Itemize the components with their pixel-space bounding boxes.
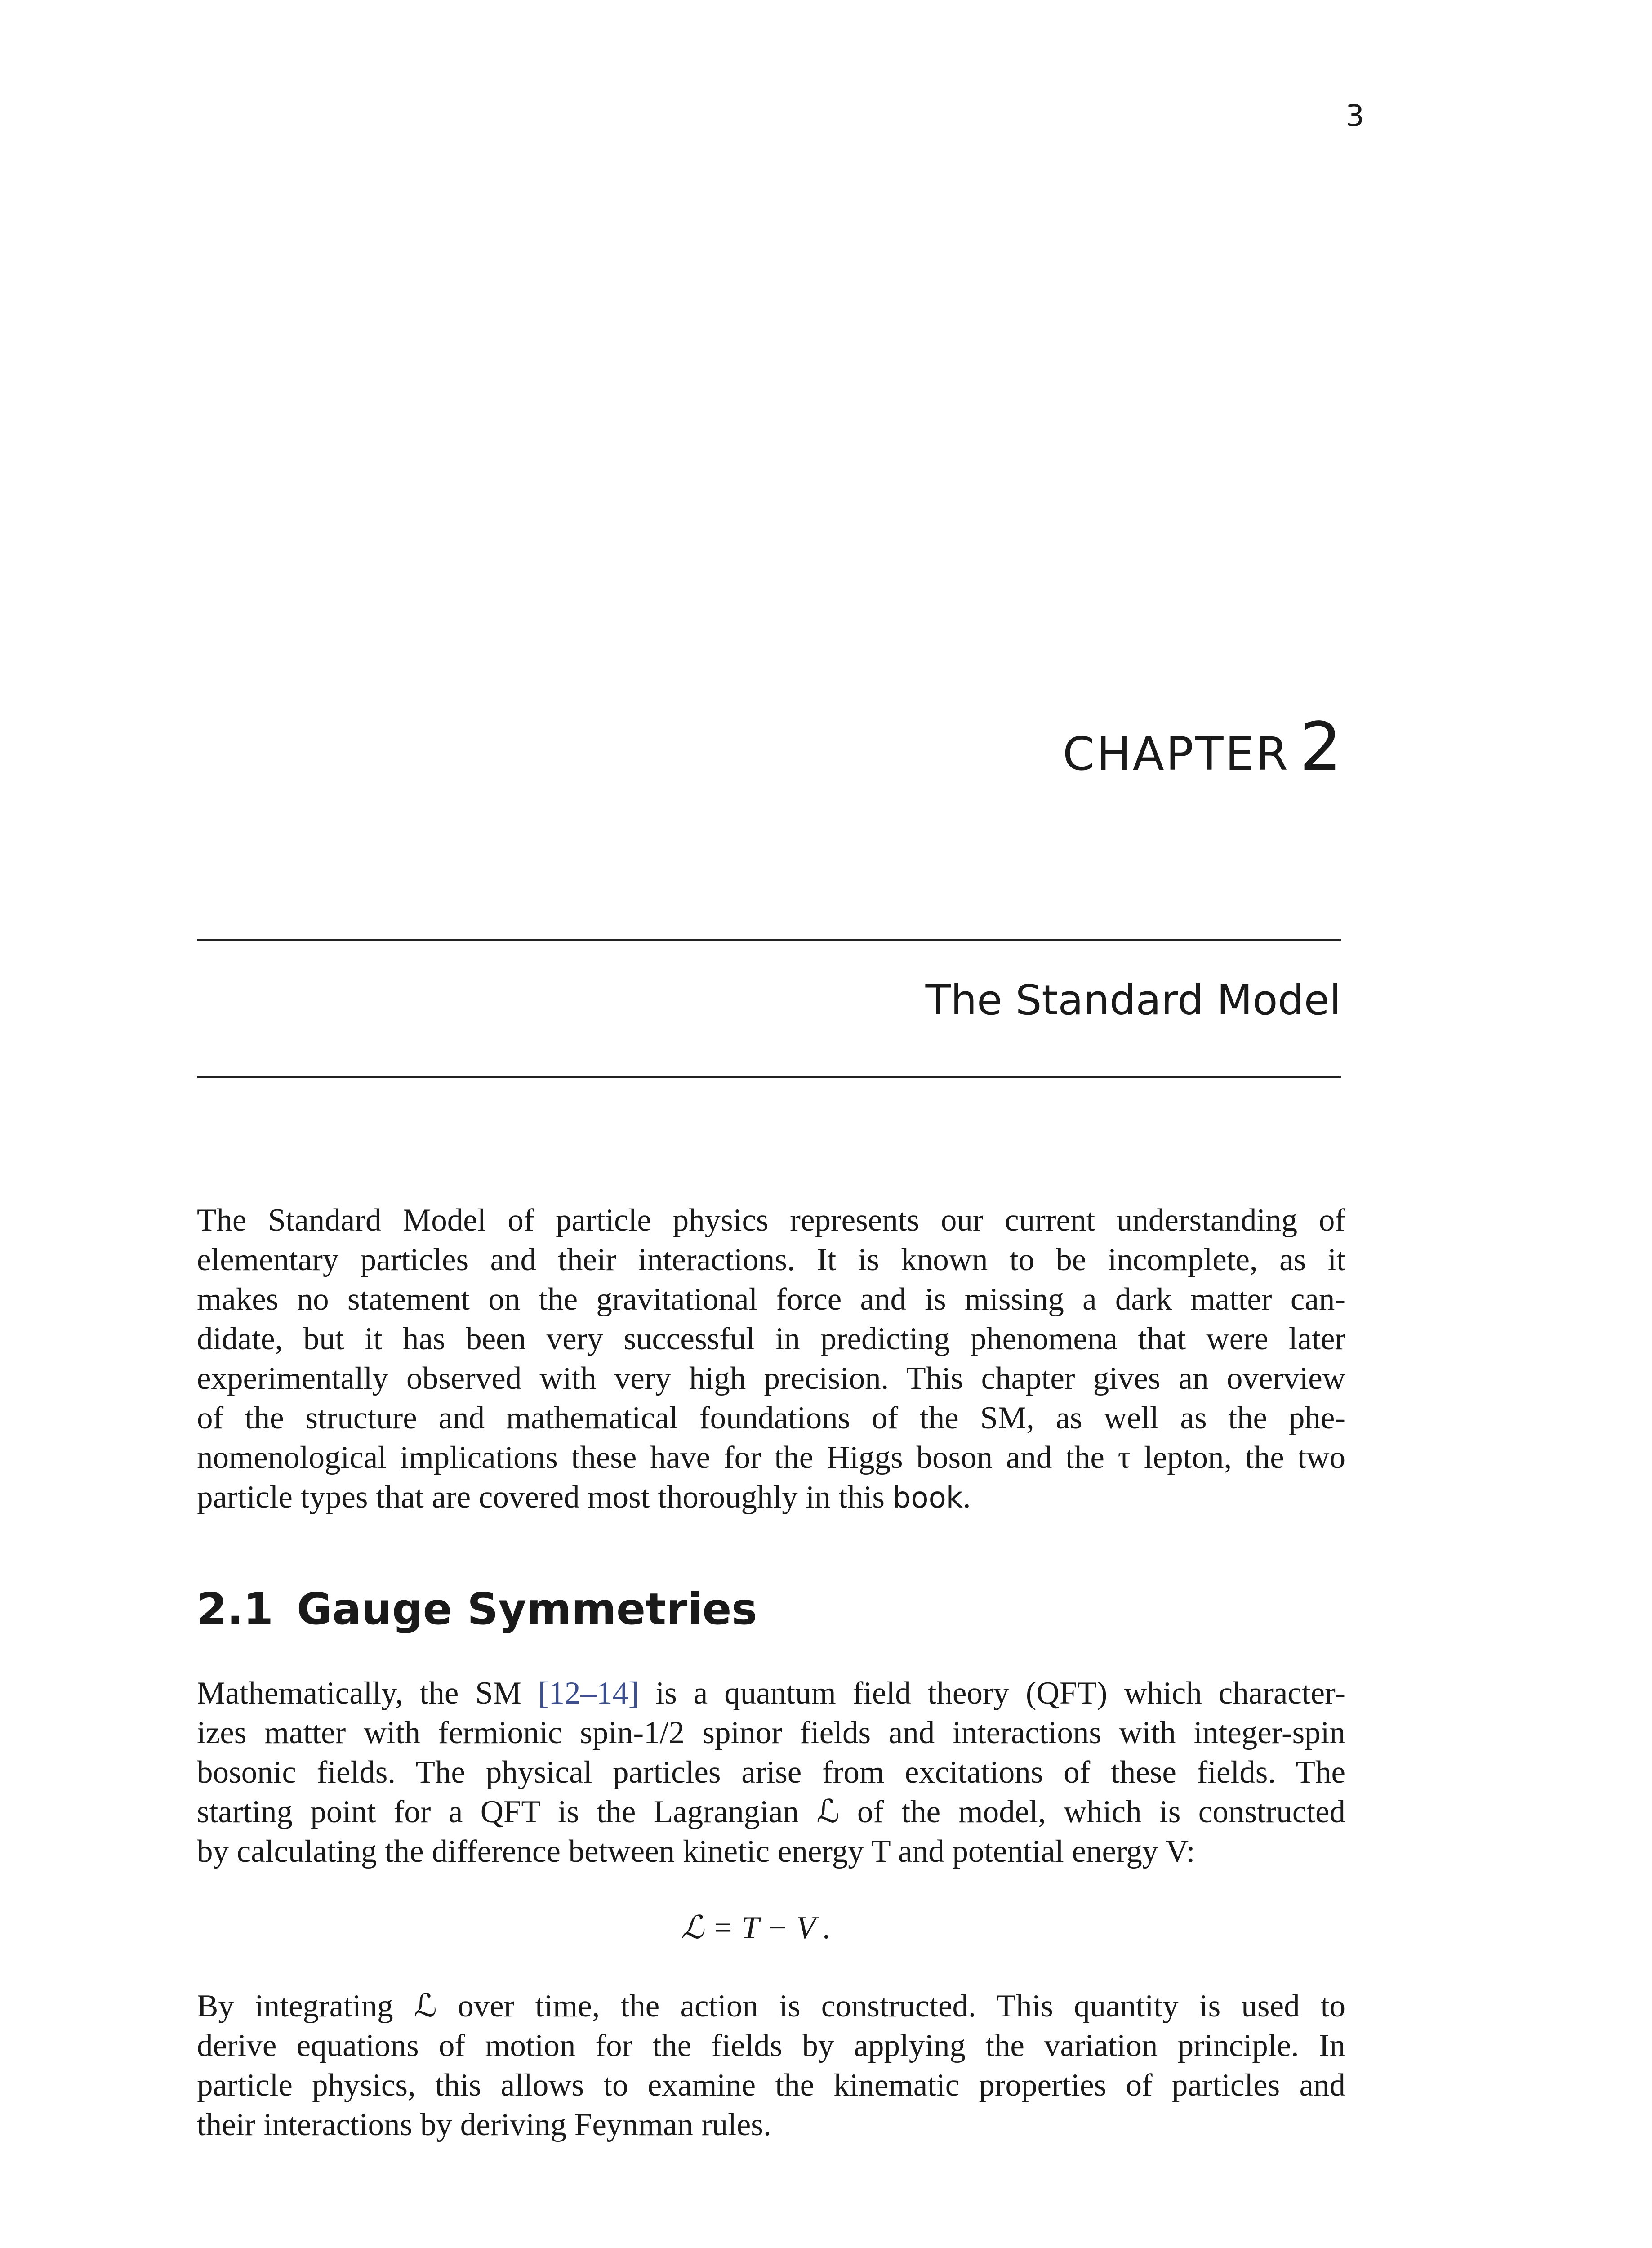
intro-line: of the structure and mathematical foundations of the SM, as well as the phe- [197,1401,1345,1436]
chapter-rule-top [197,939,1341,941]
gauge-p1-line-1 [197,1673,1345,1713]
intro-line: The Standard Model of particle physics represents our current understanding of [197,1203,1345,1238]
chapter-rule-bottom [197,1076,1341,1078]
intro-last-line-end: . [962,1480,971,1515]
intro-line: nomenological implications these have for the Higgs boson and the τ lepton, the two [197,1440,1345,1475]
gauge-p1-line: izes matter with fermionic spin-1/2 spinor fields and interactions with integer-spin [197,1715,1345,1750]
gauge-p1-line: bosonic fields. The physical particles arise from excitations of these fields. The [197,1755,1345,1790]
intro-line: makes no statement on the gravitational force and is missing a dark matter can- [197,1282,1345,1317]
gauge-p2-last-line: their interactions by deriving Feynman rules. [197,2107,771,2142]
section-title: Gauge Symmetries [297,1584,757,1634]
page-number: 3 [1345,98,1364,133]
citation-link[interactable]: [12–14] [538,1676,639,1711]
gauge-paragraph-2 [197,1986,1345,2145]
gauge-p1-last-line: by calculating the difference between kinetic energy T and potential energy V: [197,1834,1195,1869]
gauge-p2-line: By integrating ℒ over time, the action is constructed. This quantity is used to [197,1989,1345,2024]
section-heading [197,1583,757,1635]
intro-book-word: book [892,1481,963,1515]
gauge-p2-line: derive equations of motion for the fields by applying the variation principle. In [197,2028,1345,2063]
section-number: 2.1 [197,1584,274,1634]
chapter-number: 2 [1299,708,1342,785]
chapter-heading [1063,708,1342,785]
lagrangian-equation: ℒ = T − V . [681,1910,831,1945]
chapter-title: The Standard Model [925,976,1341,1024]
gauge-paragraph-1 [197,1673,1345,1871]
intro-last-line-text: particle types that are covered most thoroughly in this [197,1480,893,1515]
gauge-p2-line: particle physics, this allows to examine the kinematic properties of particles and [197,2068,1345,2103]
chapter-label: CHAPTER [1062,727,1290,781]
intro-last-line [197,1477,1345,1518]
intro-line: experimentally observed with very high precision. This chapter gives an overview [197,1361,1345,1396]
intro-line: elementary particles and their interactions. It is known to be incomplete, as it [197,1242,1345,1277]
gauge-p1-line: starting point for a QFT is the Lagrangian ℒ of the model, which is constructed [197,1794,1345,1829]
intro-line: didate, but it has been very successful in predicting phenomena that were later [197,1321,1345,1356]
intro-paragraph [197,1200,1345,1518]
gauge-p1-line1-start: Mathematically, the SM [197,1676,538,1711]
gauge-p1-line1-end: is a quantum field theory (QFT) which character- [639,1676,1345,1711]
